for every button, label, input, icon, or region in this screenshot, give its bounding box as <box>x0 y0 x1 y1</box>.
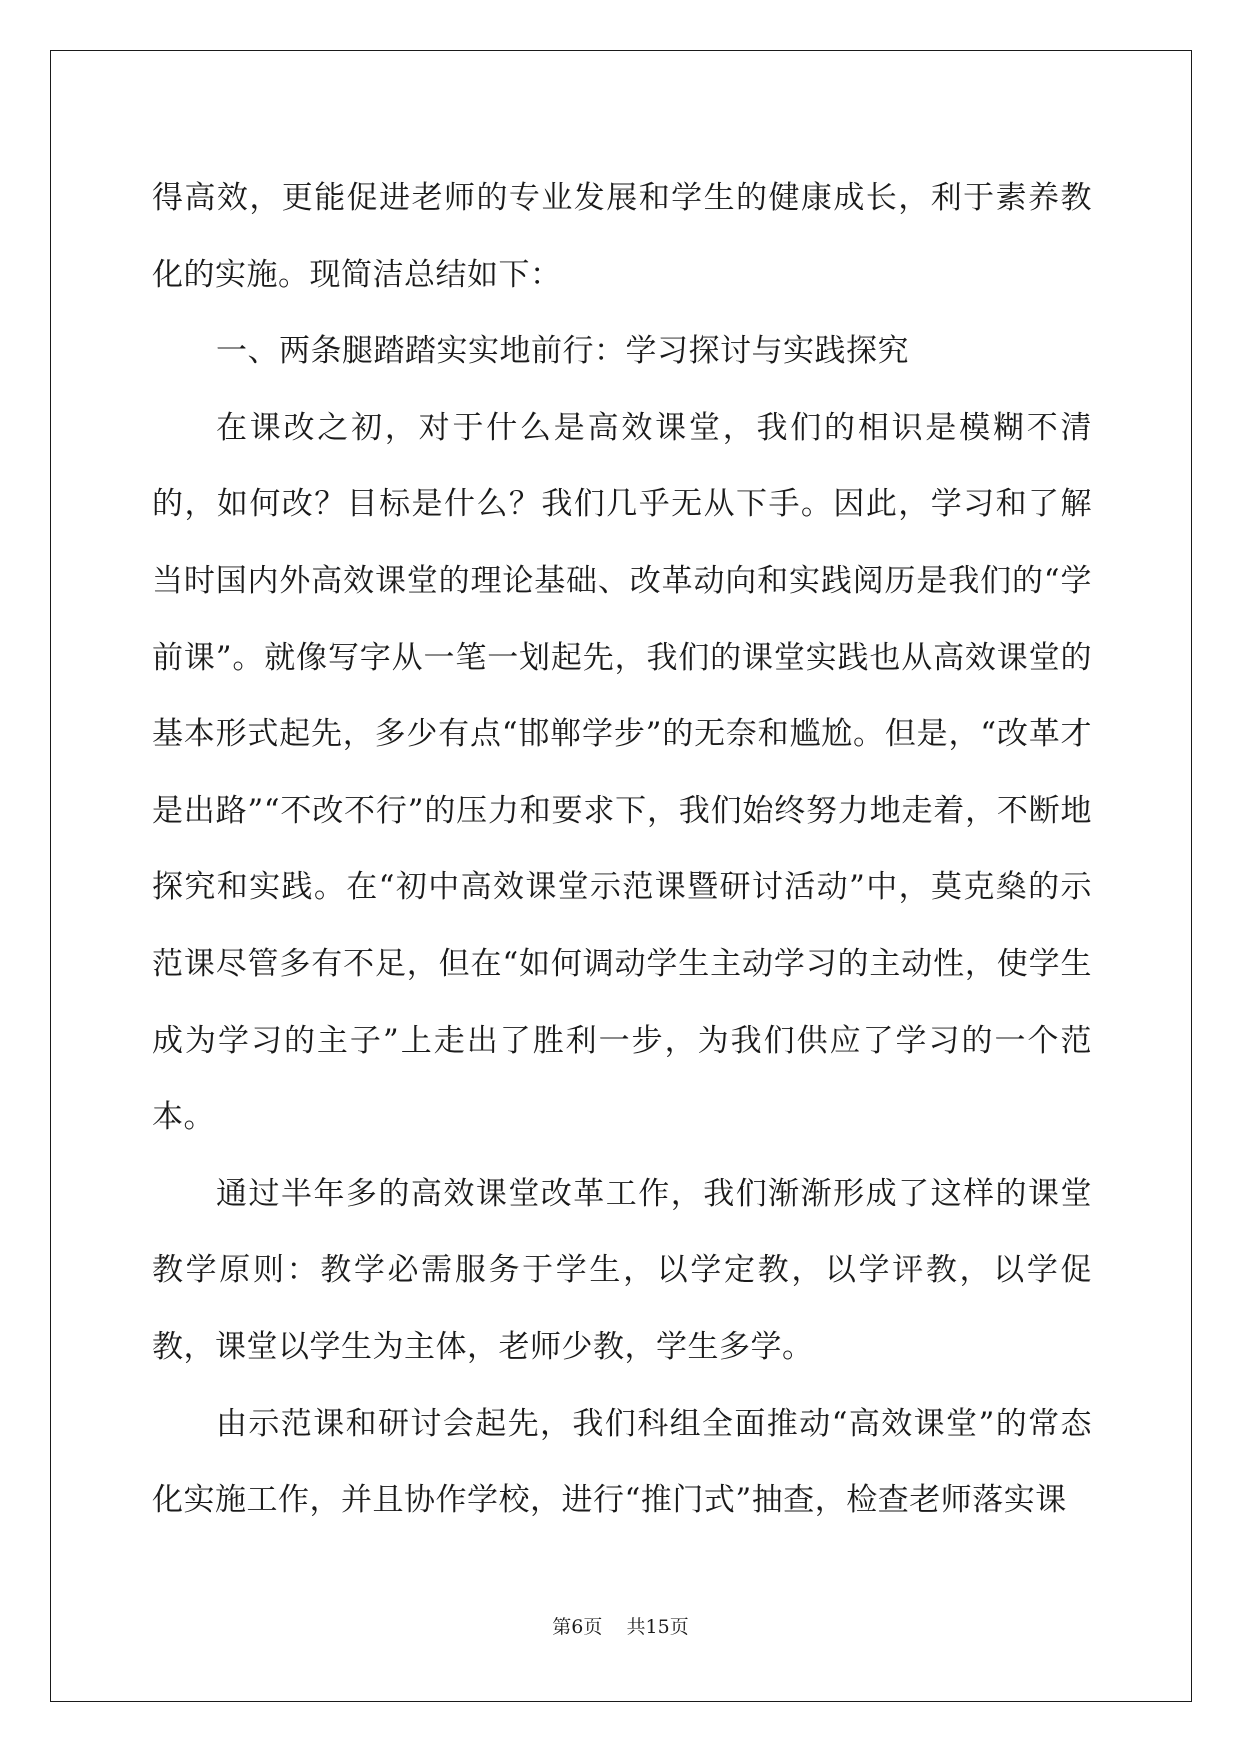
paragraph: 通过半年多的高效课堂改革工作，我们渐渐形成了这样的课堂教学原则：教学必需服务于学生，以学定教，以学评教，以学促教，课堂以学生为主体，老师少教，学生多学。 <box>152 1175 1092 1365</box>
document-body <box>152 160 1092 1539</box>
paragraph: 在课改之初，对于什么是高效课堂，我们的相识是模糊不清的，如何改？目标是什么？我们几乎无从下手。因此，学习和了解当时国内外高效课堂的理论基础、改革动向和实践阅历是我们的“学前课”。就像写字从一笔一划起先，我们的课堂实践也从高效课堂的基本形式起先，多少有点“邯郸学步”的无奈和尴尬。但是，“改革才是出路”“不改不行”的压力和要求下，我们始终努力地走着，不断地探究和实践。在“初中高效课堂示范课暨研讨活动”中，莫克燊的示范课尽管多有不足，但在“如何调动学生主动学习的主动性，使学生成为学习的主子”上走出了胜利一步，为我们供应了学习的一个范本。 <box>152 409 1092 1136</box>
section-heading: 一、两条腿踏踏实实地前行：学习探讨与实践探究 <box>216 333 909 370</box>
paragraph: 由示范课和研讨会起先，我们科组全面推动“高效课堂”的常态化实施工作，并且协作学校，进行“推门式”抽查，检查老师落实课 <box>152 1405 1092 1519</box>
page-number-footer: 第6页 共15页 <box>552 1616 689 1638</box>
paragraph: 得高效，更能促进老师的专业发展和学生的健康成长，利于素养教化的实施。现简洁总结如下： <box>152 180 1092 293</box>
